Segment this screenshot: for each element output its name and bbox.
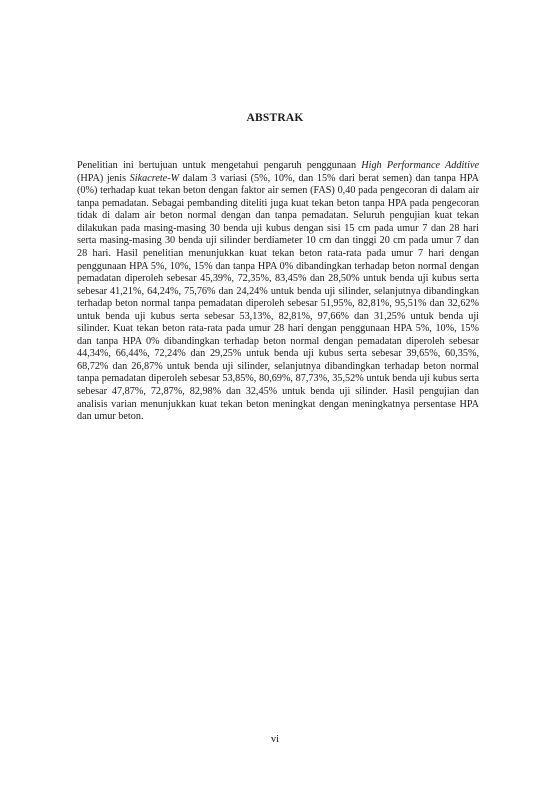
abstract-paragraph xyxy=(77,160,479,423)
abstract-title: ABSTRAK xyxy=(246,112,304,124)
abstract-italic-term-1: High Performance Additive xyxy=(361,160,479,172)
abstract-text-part-1: Penelitian ini bertujuan untuk mengetahui pengaruh penggunaan xyxy=(77,160,362,172)
abstract-italic-term-2: Sikacrete-W xyxy=(129,172,180,184)
abstract-text-part-2: (HPA) jenis xyxy=(77,172,130,184)
abstract-text-part-3: dalam 3 variasi (5%, 10%, dan 15% dari berat semen) dan tanpa HPA (0%) terhadap kuat tekan beton dengan faktor air semen (FAS) 0,40 pada pengecoran di dalam air tanpa pemadatan. Sebagai pembanding diteliti juga kuat tekan beton tanpa HPA pada pengecoran tidak di dalam air beton normal dengan dan tanpa pemadatan. Seluruh pengujian kuat tekan dilakukan pada masing-masing 30 benda uji kubus dengan sisi 15 cm pada umur 7 dan 28 hari serta masing-masing 30 benda uji silinder berdiameter 10 cm dan tinggi 20 cm pada umur 7 dan 28 hari. Hasil penelitian menunjukkan kuat tekan beton rata-rata pada umur 7 hari dengan penggunaan HPA 5%, 10%, 15% dan tanpa HPA 0% dibandingkan terhadap beton normal dengan pemadatan diperoleh sebesar 45,39%, 72,35%, 83,45% dan 28,50% untuk benda uji kubus serta sebesar 41,21%, 64,24%, 75,76% dan 24,24% untuk benda uji silinder, selanjutnya dibandingkan terhadap beton normal tanpa pemadatan diperoleh sebesar 51,95%, 82,81%, 95,51% dan 32,62% untuk benda uji kubus serta sebesar 53,13%, 82,81%, 97,66% dan 31,25% untuk benda uji silinder. Kuat tekan beton rata-rata pada umur 28 hari dengan penggunaan HPA 5%, 10%, 15% dan tanpa HPA 0% dibandingkan terhadap beton normal dengan pemadatan diperoleh sebesar 44,34%, 66,44%, 72,24% dan 29,25% untuk benda uji kubus serta sebesar 39,65%, 60,35%, 68,72% dan 26,87% untuk benda uji silinder, selanjutnya dibandingkan terhadap beton normal tanpa pemadatan diperoleh sebesar 53,85%, 80,69%, 87,73%, 35,52% untuk benda uji kubus serta sebesar 47,87%, 72,87%, 82,98% dan 32,45% untuk benda uji silinder. Hasil pengujian dan analisis varian menunjukkan kuat tekan beton meningkat dengan meningkatnya persentase HPA dan umur beton. xyxy=(77,172,479,423)
page-number: vi xyxy=(270,734,280,745)
